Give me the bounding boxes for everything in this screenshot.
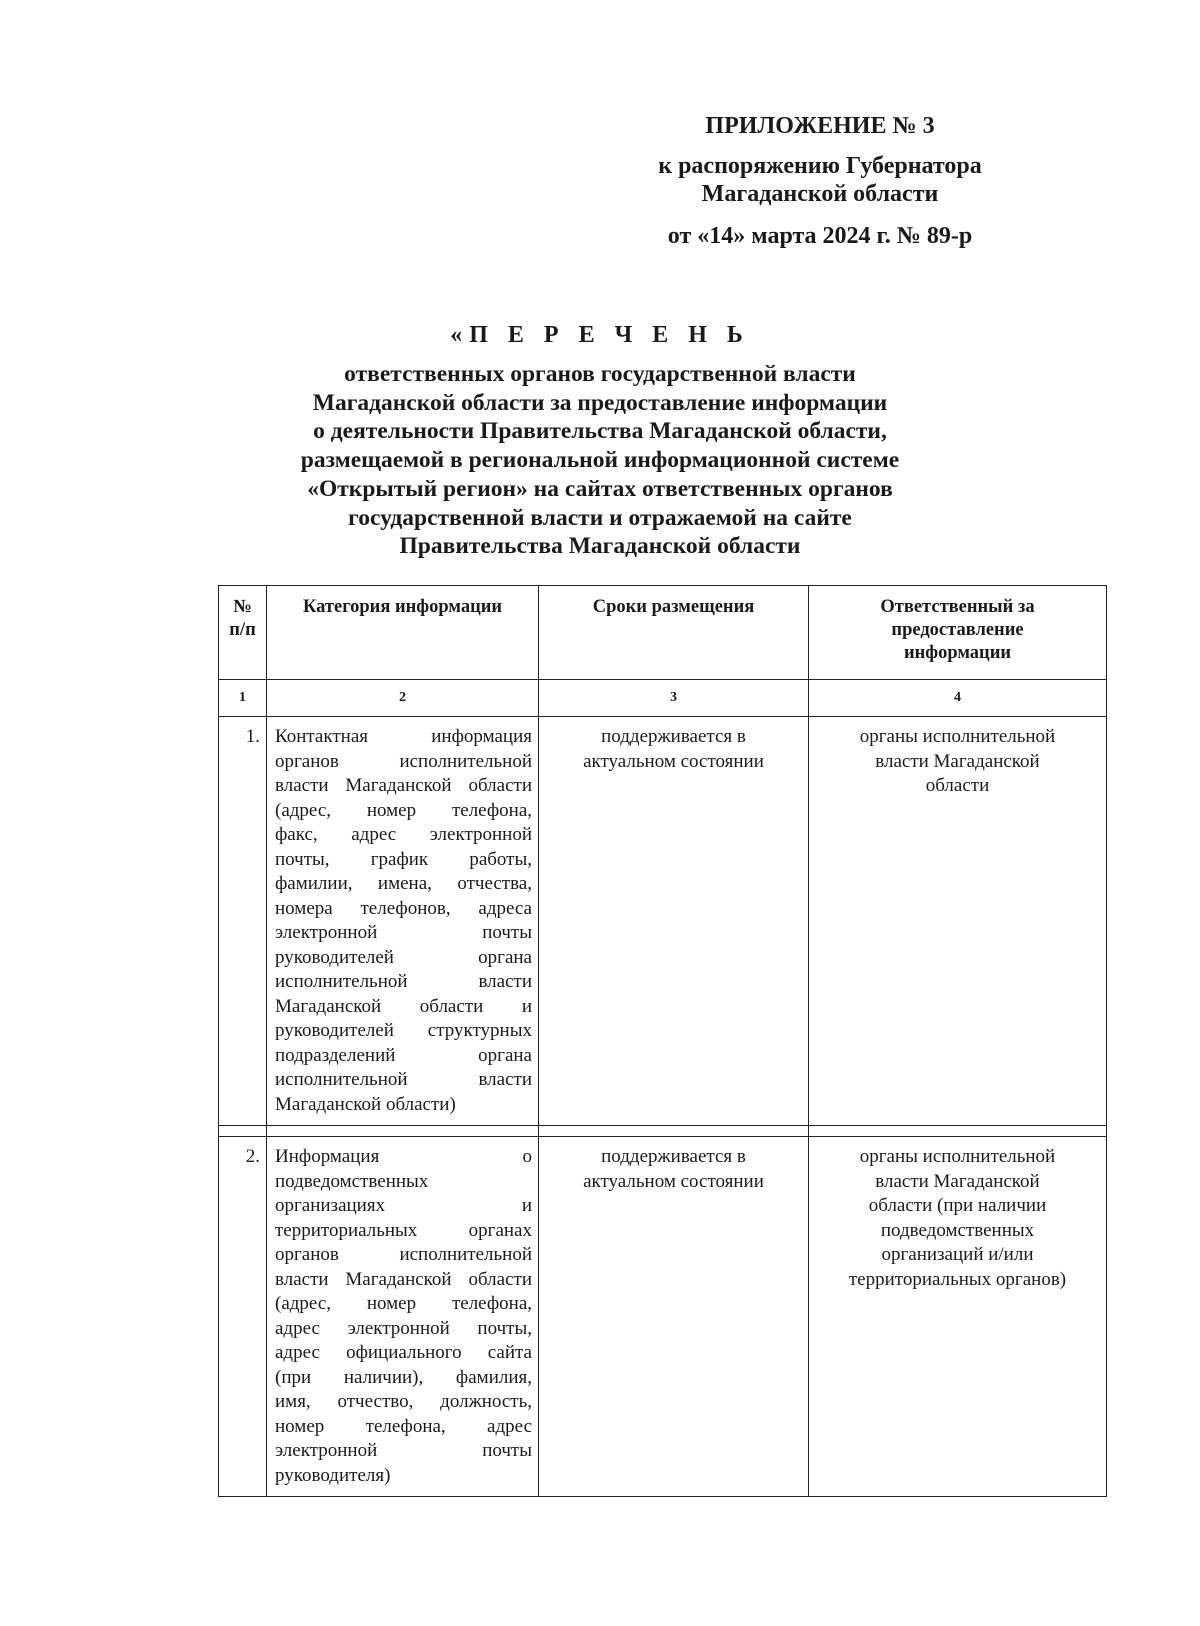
term-line: актуальном состоянии — [583, 750, 764, 772]
responsible-line: органы исполнительной — [859, 1146, 1056, 1167]
category-line: почты, график работы, — [275, 848, 532, 870]
responsible-line: власти Магаданской — [875, 750, 1040, 772]
table-row — [219, 717, 1107, 1126]
row-terms — [539, 717, 809, 1126]
category-line: Магаданской области) — [275, 1093, 456, 1115]
header-line: информации — [903, 643, 1012, 663]
appendix-title: ПРИЛОЖЕНИЕ № 3 — [705, 113, 935, 139]
category-line: территориальных органах — [275, 1219, 532, 1241]
category-line: исполнительной власти — [275, 1069, 532, 1090]
responsibility-table — [218, 585, 1107, 1497]
appendix-line: к распоряжению Губернатора — [658, 153, 982, 179]
table-row — [219, 1137, 1107, 1497]
row-number: 1. — [219, 717, 267, 1126]
header-line: п/п — [229, 620, 256, 640]
category-line: исполнительной власти — [275, 971, 532, 992]
category-line: Магаданской области и — [275, 995, 532, 1017]
column-number-row — [219, 680, 1107, 717]
header-line: предоставление — [891, 620, 1024, 640]
category-line: факс, адрес электронной — [275, 824, 532, 845]
category-line: власти Магаданской области — [275, 775, 532, 796]
header-responsible — [809, 586, 1107, 680]
category-line: Контактная информация — [275, 726, 532, 747]
header-line: № — [233, 597, 252, 617]
subtitle-line: Правительства Магаданской области — [399, 533, 801, 560]
row-responsible — [809, 717, 1107, 1126]
category-line: электронной почты — [275, 922, 532, 943]
term-line: поддерживается в — [601, 1146, 746, 1167]
appendix-block — [600, 112, 1040, 250]
category-line: адрес электронной почты, — [275, 1317, 532, 1339]
subtitle-line: государственной власти и отражаемой на сайте — [348, 504, 852, 531]
responsible-line: территориальных органов) — [848, 1268, 1067, 1290]
responsible-line: органы исполнительной — [859, 726, 1056, 747]
category-line: имя, отчество, должность, — [275, 1391, 532, 1412]
row-gap — [219, 1126, 1107, 1137]
responsible-line: власти Магаданской — [875, 1170, 1040, 1192]
category-line: электронной почты — [275, 1440, 532, 1461]
appendix-line: Магаданской области — [701, 181, 939, 207]
header-line: Ответственный за — [880, 597, 1035, 617]
subtitle-line: «Открытый регион» на сайтах ответственных органов — [307, 475, 893, 502]
header-number — [219, 586, 267, 680]
category-line: адрес официального сайта — [275, 1342, 532, 1363]
category-line: (адрес, номер телефона, — [275, 799, 532, 821]
row-terms — [539, 1137, 809, 1497]
category-line: Информация о — [275, 1146, 532, 1167]
column-number: 2 — [267, 680, 539, 717]
row-responsible — [809, 1137, 1107, 1497]
category-line: (при наличии), фамилия, — [275, 1366, 532, 1388]
category-line: подведомственных — [275, 1170, 429, 1192]
category-line: номера телефонов, адреса — [275, 897, 532, 919]
category-line: руководителей органа — [275, 946, 532, 968]
column-number: 4 — [809, 680, 1107, 717]
row-number: 2. — [219, 1137, 267, 1497]
category-line: руководителя) — [275, 1464, 391, 1486]
responsible-line: области (при наличии — [868, 1195, 1047, 1216]
category-line: подразделений органа — [275, 1044, 532, 1066]
table-header-row — [219, 586, 1107, 680]
header-line: Категория информации — [302, 597, 503, 617]
column-number: 1 — [219, 680, 267, 717]
responsible-line: области — [925, 775, 990, 796]
document-title: «П Е Р Е Ч Е Н Ь — [450, 322, 750, 348]
category-line: (адрес, номер телефона, — [275, 1293, 532, 1314]
subtitle-line: размещаемой в региональной информационной системе — [300, 447, 900, 474]
category-line: власти Магаданской области — [275, 1268, 532, 1290]
category-line: фамилии, имена, отчества, — [275, 873, 532, 894]
row-category — [267, 717, 539, 1126]
category-line: организациях и — [275, 1195, 532, 1216]
responsible-line: подведомственных — [880, 1219, 1035, 1241]
category-line: номер телефона, адрес — [275, 1415, 532, 1437]
category-line: органов исполнительной — [275, 1244, 532, 1265]
header-line: Сроки размещения — [592, 597, 755, 617]
subtitle-line: о деятельности Правительства Магаданской области, — [313, 418, 887, 445]
header-terms — [539, 586, 809, 680]
term-line: актуальном состоянии — [583, 1170, 764, 1192]
header-category — [267, 586, 539, 680]
term-line: поддерживается в — [601, 726, 746, 747]
subtitle-line: ответственных органов государственной власти — [344, 361, 856, 387]
subtitle-line: Магаданской области за предоставление информации — [312, 389, 888, 416]
appendix-date: от «14» марта 2024 г. № 89-р — [667, 223, 973, 249]
category-line: руководителей структурных — [275, 1020, 532, 1041]
category-line: органов исполнительной — [275, 750, 532, 772]
responsible-line: организаций и/или — [881, 1244, 1034, 1265]
document-subtitle — [250, 360, 950, 561]
column-number: 3 — [539, 680, 809, 717]
row-category — [267, 1137, 539, 1497]
